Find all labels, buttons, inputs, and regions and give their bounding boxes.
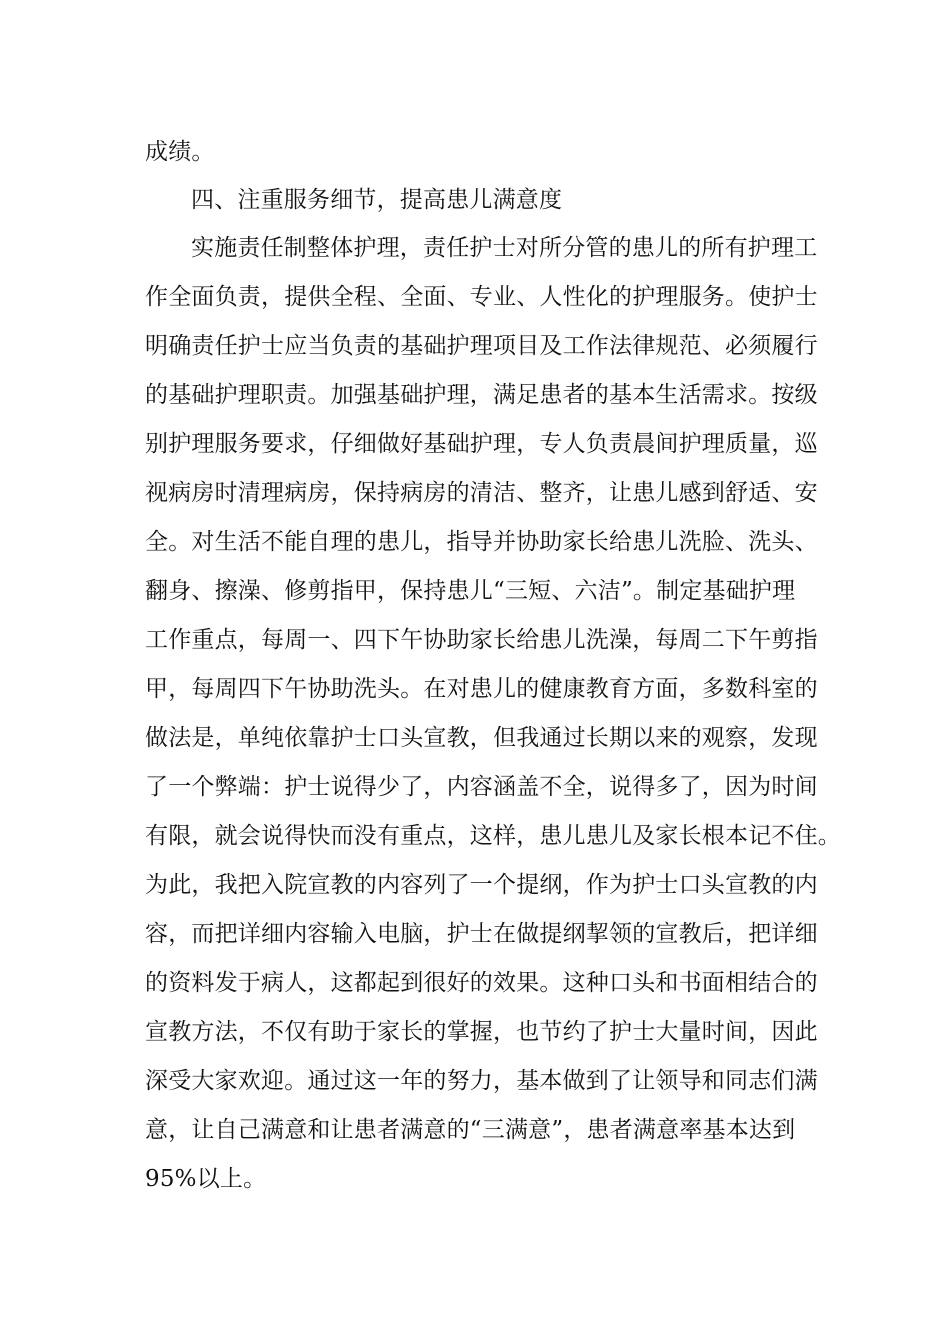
paragraph-line: 做法是，单纯依靠护士口头宣教，但我通过长期以来的观察，发现 [145,725,818,751]
paragraph-line: 的资料发于病人，这都起到很好的效果。这种口头和书面相结合的 [145,970,818,996]
section-heading: 四、注重服务细节，提高患儿满意度 [191,187,563,213]
paragraph-line: 甲，每周四下午协助洗头。在对患儿的健康教育方面，多数科室的 [145,676,818,702]
continuation-text: 成绩。 [145,139,215,165]
paragraph-line: 作全面负责，提供全程、全面、专业、人性化的护理服务。使护士 [145,284,818,310]
paragraph-line: 实施责任制整体护理，责任护士对所分管的患儿的所有护理工 [191,235,818,261]
paragraph-line: 的基础护理职责。加强基础护理，满足患者的基本生活需求。按级 [145,382,818,408]
paragraph-line: 容，而把详细内容输入电脑，护士在做提纲挈领的宣教后，把详细 [145,921,818,947]
paragraph-line: 宣教方法，不仅有助于家长的掌握，也节约了护士大量时间，因此 [145,1019,818,1045]
paragraph-line: 有限，就会说得快而没有重点，这样，患儿患儿及家长根本记不住。 [145,823,841,849]
paragraph-line: 视病房时清理病房，保持病房的清洁、整齐，让患儿感到舒适、安 [145,480,818,506]
paragraph-line: 别护理服务要求，仔细做好基础护理，专人负责晨间护理质量，巡 [145,431,818,457]
paragraph-line: 为此，我把入院宣教的内容列了一个提纲，作为护士口头宣教的内 [145,872,818,898]
paragraph-line: 了一个弊端：护士说得少了，内容涵盖不全，说得多了，因为时间 [145,774,818,800]
paragraph-line: 95%以上。 [145,1166,267,1192]
paragraph-line: 翻身、擦澡、修剪指甲，保持患儿“三短、六洁”。制定基础护理 [145,578,796,604]
paragraph-line: 工作重点，每周一、四下午协助家长给患儿洗澡，每周二下午剪指 [145,627,818,653]
paragraph-line: 深受大家欢迎。通过这一年的努力，基本做到了让领导和同志们满 [145,1068,818,1094]
paragraph-line: 全。对生活不能自理的患儿，指导并协助家长给患儿洗脸、洗头、 [145,529,818,555]
paragraph-line: 明确责任护士应当负责的基础护理项目及工作法律规范、必须履行 [145,333,818,359]
paragraph-line: 意，让自己满意和让患者满意的“三满意”，患者满意率基本达到 [145,1117,796,1143]
